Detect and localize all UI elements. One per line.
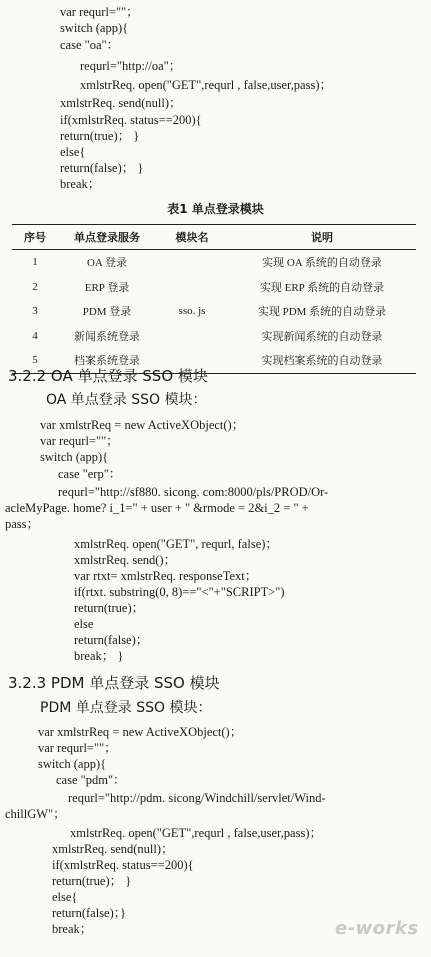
code-line: case "oa"： [60, 38, 120, 52]
code-line: var requrl=""； [40, 434, 119, 448]
table-header: 序号 [24, 231, 46, 244]
table-cell [156, 250, 228, 275]
eworks-logo: e-works [335, 918, 419, 939]
table-cell: OA 登录 [86, 257, 128, 270]
code-line: if(xmlstrReq. status==200){ [60, 113, 202, 127]
code-line: return(true)； } [60, 129, 140, 143]
table-cell: 2 [32, 280, 38, 293]
code-line: var requrl=""； [60, 5, 139, 19]
table-cell [156, 324, 228, 349]
table-cell: 1 [32, 256, 38, 269]
code-line: requrl="http://oa"； [80, 59, 182, 73]
code-line: else [74, 617, 94, 631]
table-cell: 5 [32, 354, 38, 367]
table-row [12, 250, 416, 275]
code-line: pass； [5, 517, 40, 531]
code-line: xmlstrReq. open("GET",requrl , false,user,pass)； [80, 78, 333, 92]
section-subheading: OA 单点登录 SSO 模块： [46, 392, 207, 408]
code-line: switch (app){ [38, 757, 107, 771]
table-cell: 实现档案系统的自动登录 [261, 355, 383, 368]
code-line: if(xmlstrReq. status==200){ [52, 858, 194, 872]
code-line: break； [60, 177, 101, 191]
code-line: if(rtxt. substring(0, 8)=="<"+"SCRIPT>") [74, 585, 285, 599]
code-line: var xmlstrReq = new ActiveXObject()； [38, 725, 243, 739]
table-cell: 新闻系统登录 [74, 330, 140, 343]
code-line: var rtxt= xmlstrReq. responseText； [74, 569, 258, 583]
code-line: else{ [60, 145, 86, 159]
table-cell: 实现新闻系统的自动登录 [261, 330, 383, 343]
code-line: return(false)； [74, 633, 149, 647]
code-line: break； [52, 922, 93, 936]
table-cell [156, 275, 228, 300]
table-header: 单点登录服务 [74, 231, 140, 244]
code-line: break； } [74, 649, 124, 663]
table-cell: 3 [32, 305, 38, 318]
table-cell: 档案系统登录 [74, 355, 140, 368]
code-line: var xmlstrReq = new ActiveXObject()； [40, 418, 245, 432]
code-line: else{ [52, 890, 78, 904]
code-line: return(true)； } [52, 874, 132, 888]
code-line: return(false)；} [52, 906, 127, 920]
code-line: requrl="http://pdm. sicong/Windchill/servlet/Wind- [68, 791, 326, 805]
table-cell: 实现 ERP 系统的自动登录 [259, 281, 385, 294]
sso-module-table [12, 224, 416, 374]
table-header: 说明 [311, 231, 333, 244]
table-row [12, 275, 416, 300]
code-line: xmlstrReq. open("GET", requrl, false)； [74, 537, 278, 551]
code-line: case "erp"： [58, 467, 122, 481]
code-line: xmlstrReq. open("GET",requrl , false,user,pass)； [70, 826, 323, 840]
section-heading: 3.2.3 PDM 单点登录 SSO 模块 [8, 674, 220, 692]
table-cell: sso. js [178, 305, 206, 318]
table-cell: 4 [32, 329, 38, 342]
code-line: xmlstrReq. send(null)； [60, 96, 182, 110]
code-line: case "pdm"： [56, 773, 126, 787]
section-subheading: PDM 单点登录 SSO 模块： [40, 700, 212, 716]
code-line: acleMyPage. home? i_1=" + user + " &rmode = 2&i_2 = " + [5, 501, 309, 515]
table-row [12, 324, 416, 349]
code-line: return(false)； } [60, 161, 144, 175]
table-cell: ERP 登录 [84, 281, 130, 294]
table-cell: 实现 PDM 系统的自动登录 [257, 306, 387, 319]
code-line: xmlstrReq. send(null)； [52, 842, 174, 856]
code-line: var requrl=""； [38, 741, 117, 755]
code-line: return(true)； [74, 601, 145, 615]
code-line: switch (app){ [60, 21, 129, 35]
table-cell: PDM 登录 [82, 306, 132, 319]
table-header: 模块名 [175, 231, 209, 244]
table-cell: 实现 OA 系统的自动登录 [262, 257, 382, 270]
table-caption: 表1 单点登录模块 [167, 202, 264, 216]
code-line: switch (app){ [40, 450, 109, 464]
section-heading: 3.2.2 OA 单点登录 SSO 模块 [8, 367, 208, 385]
table-row [12, 299, 416, 324]
code-line: xmlstrReq. send()； [74, 553, 177, 567]
code-line: chillGW"； [5, 807, 66, 821]
code-line: requrl="http://sf880. sicong. com:8000/pls/PROD/Or- [58, 485, 329, 499]
